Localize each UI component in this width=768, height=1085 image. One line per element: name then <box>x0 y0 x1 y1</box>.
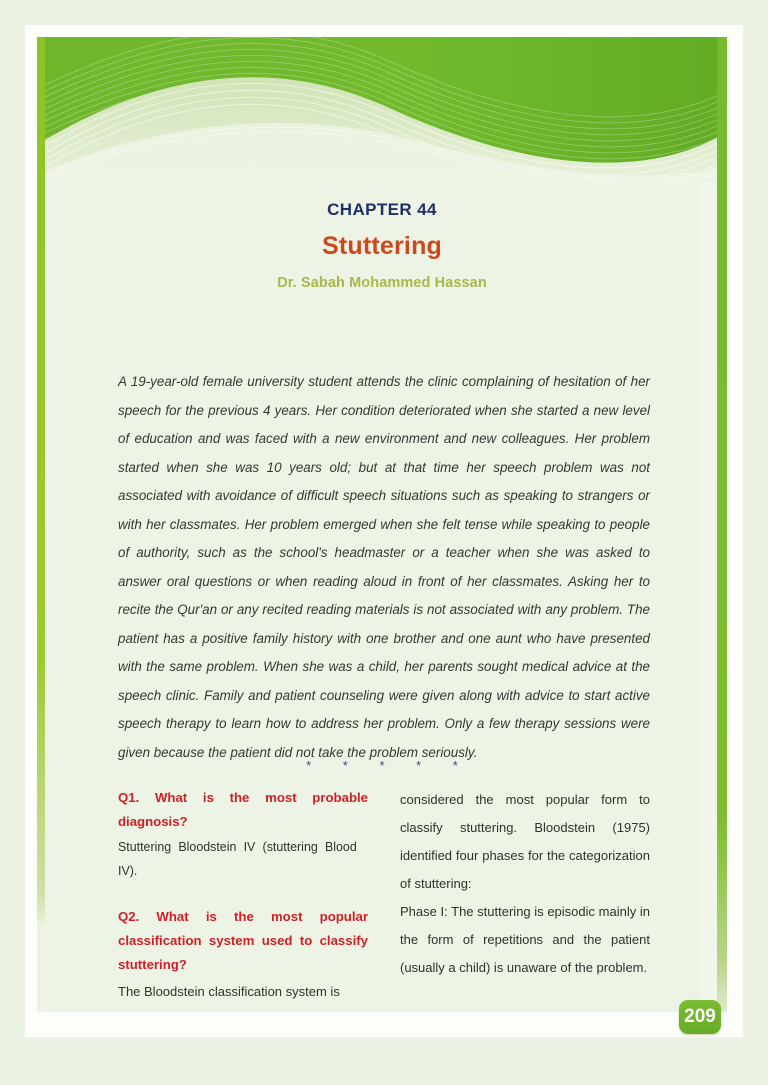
question-2: Q2. What is the most popular classification system used to classify stuttering? <box>118 909 368 972</box>
author-name: Dr. Sabah Mohammed Hassan <box>277 275 487 291</box>
case-paragraph: A 19-year-old female university student attends the clinic complaining of hesitation of her speech for the previous 4 years. Her condition deteriorated when she started a new level of education and was faced with a new environment and new colleagues. Her problem started when she was 10 years old; but at that time her speech problem was not associated with avoidance of difficult speech situations such as speaking to strangers or with her classmates. Her problem emerged when she felt tense while speaking to people of authority, such as the school's headmaster or a teacher when she was asked to answer oral questions or when reading aloud in front of her classmates. Asking her to recite the Qur'an or any recited reading materials is not associated with any problem. The patient has a positive family history with one brother and one aunt who have presented with the same problem. When she was a child, her parents sought medical advice at the speech clinic. Family and patient counseling were given along with advice to start active speech therapy to learn how to address her problem. Only a few therapy sessions were given because the patient did not take the problem seriously. <box>118 374 650 760</box>
qa-column-left <box>118 786 368 1006</box>
answer-2-part-1: The Bloodstein classification system is <box>118 984 340 999</box>
answer-2-part-2: considered the most popular form to classify stuttering. Bloodstein (1975) identified four phases for the categorization of stuttering: <box>400 792 650 891</box>
left-accent-stripe <box>37 37 45 930</box>
phase-one-paragraph: Phase I: The stuttering is episodic mainly in the form of repetitions and the patient (usually a child) is unaware of the problem. <box>400 904 650 975</box>
chapter-label: CHAPTER 44 <box>327 200 437 219</box>
qa-column-right <box>400 786 650 982</box>
case-vignette <box>118 368 650 767</box>
right-soft-band <box>700 37 717 1012</box>
page-number-badge: 209 <box>679 1000 721 1034</box>
qa-columns <box>118 786 650 999</box>
page-title: Stuttering <box>321 232 443 260</box>
question-1: Q1. What is the most probable diagnosis? <box>118 790 368 829</box>
section-divider: * * * * * <box>306 758 472 773</box>
chapter-title-block <box>37 200 727 291</box>
header-wave-banner <box>37 37 727 182</box>
paragraph-spacer <box>118 883 368 905</box>
answer-1: Stuttering Bloodstein IV (stuttering Blood IV). <box>118 839 357 878</box>
right-accent-stripe <box>717 37 727 1012</box>
